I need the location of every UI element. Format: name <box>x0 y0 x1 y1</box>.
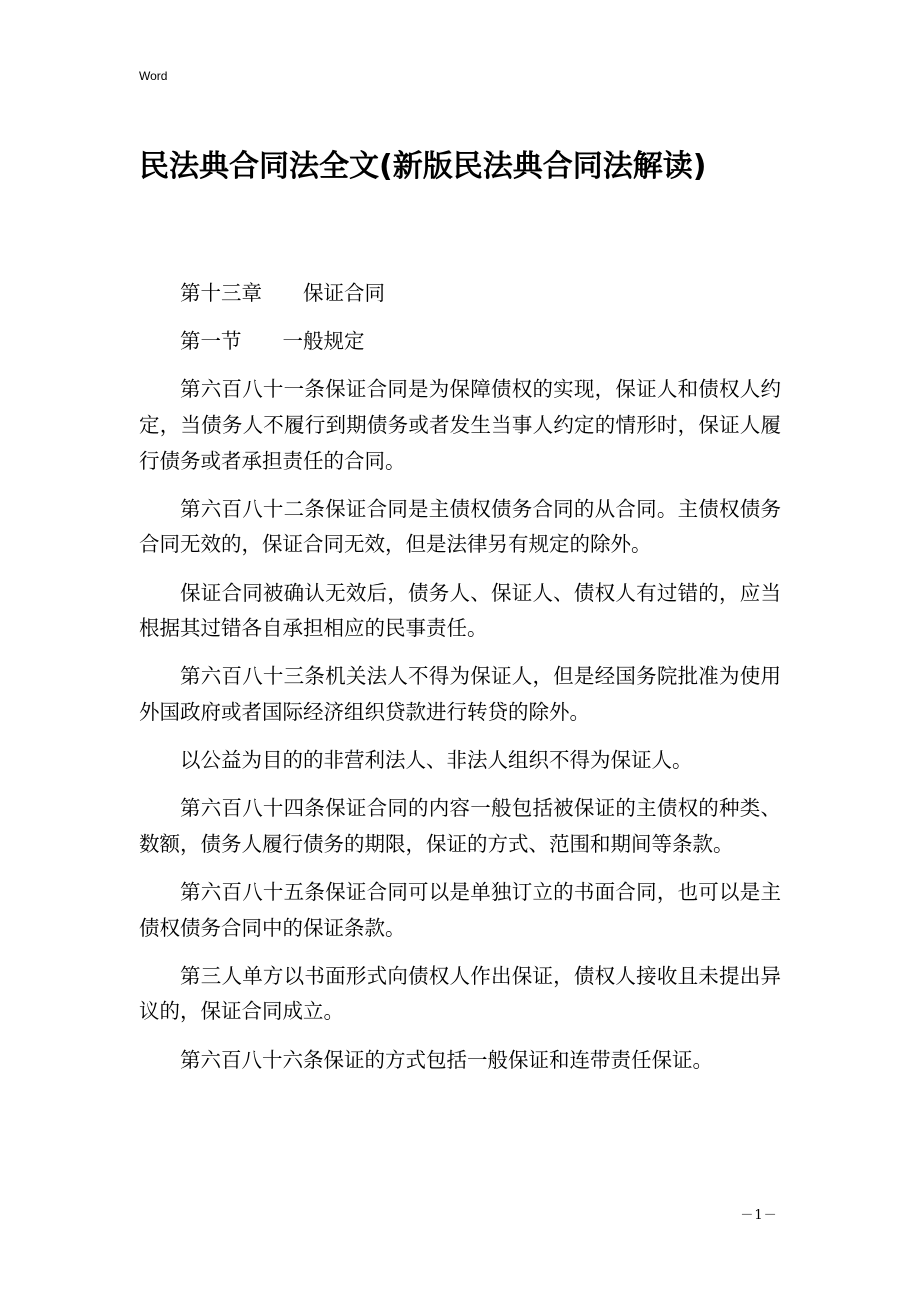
document-body <box>139 276 781 1091</box>
section-heading: 第一节 一般规定 <box>180 329 365 354</box>
paragraph-article-684: 第六百八十四条保证合同的内容一般包括被保证的主债权的种类、数额，债务人履行债务的期限，保证的方式、范围和期间等条款。 <box>139 796 781 856</box>
paragraph-article-681: 第六百八十一条保证合同是为保障债权的实现，保证人和债权人约定，当债务人不履行到期债务或者发生当事人约定的情形时，保证人履行债务或者承担责任的合同。 <box>139 377 781 473</box>
chapter-heading: 第十三章 保证合同 <box>180 281 385 305</box>
paragraph-article-686: 第六百八十六条保证的方式包括一般保证和连带责任保证。 <box>180 1047 713 1072</box>
header-label: Word <box>139 69 168 83</box>
page-number: －1－ <box>740 1208 778 1223</box>
document-title: 民法典合同法全文(新版民法典合同法解读) <box>139 149 707 184</box>
paragraph-article-685-clause-2: 第三人单方以书面形式向债权人作出保证，债权人接收且未提出异议的，保证合同成立。 <box>139 963 781 1024</box>
paragraph-article-685: 第六百八十五条保证合同可以是单独订立的书面合同，也可以是主债权债务合同中的保证条款。 <box>139 880 781 940</box>
paragraph-article-683: 第六百八十三条机关法人不得为保证人，但是经国务院批准为使用外国政府或者国际经济组织贷款进行转贷的除外。 <box>139 664 781 724</box>
paragraph-article-683-clause-2: 以公益为目的的非营利法人、非法人组织不得为保证人。 <box>180 748 693 773</box>
paragraph-article-682: 第六百八十二条保证合同是主债权债务合同的从合同。主债权债务合同无效的，保证合同无效，但是法律另有规定的除外。 <box>139 496 781 557</box>
paragraph-article-682-clause-2: 保证合同被确认无效后，债务人、保证人、债权人有过错的，应当根据其过错各自承担相应的民事责任。 <box>139 580 781 641</box>
